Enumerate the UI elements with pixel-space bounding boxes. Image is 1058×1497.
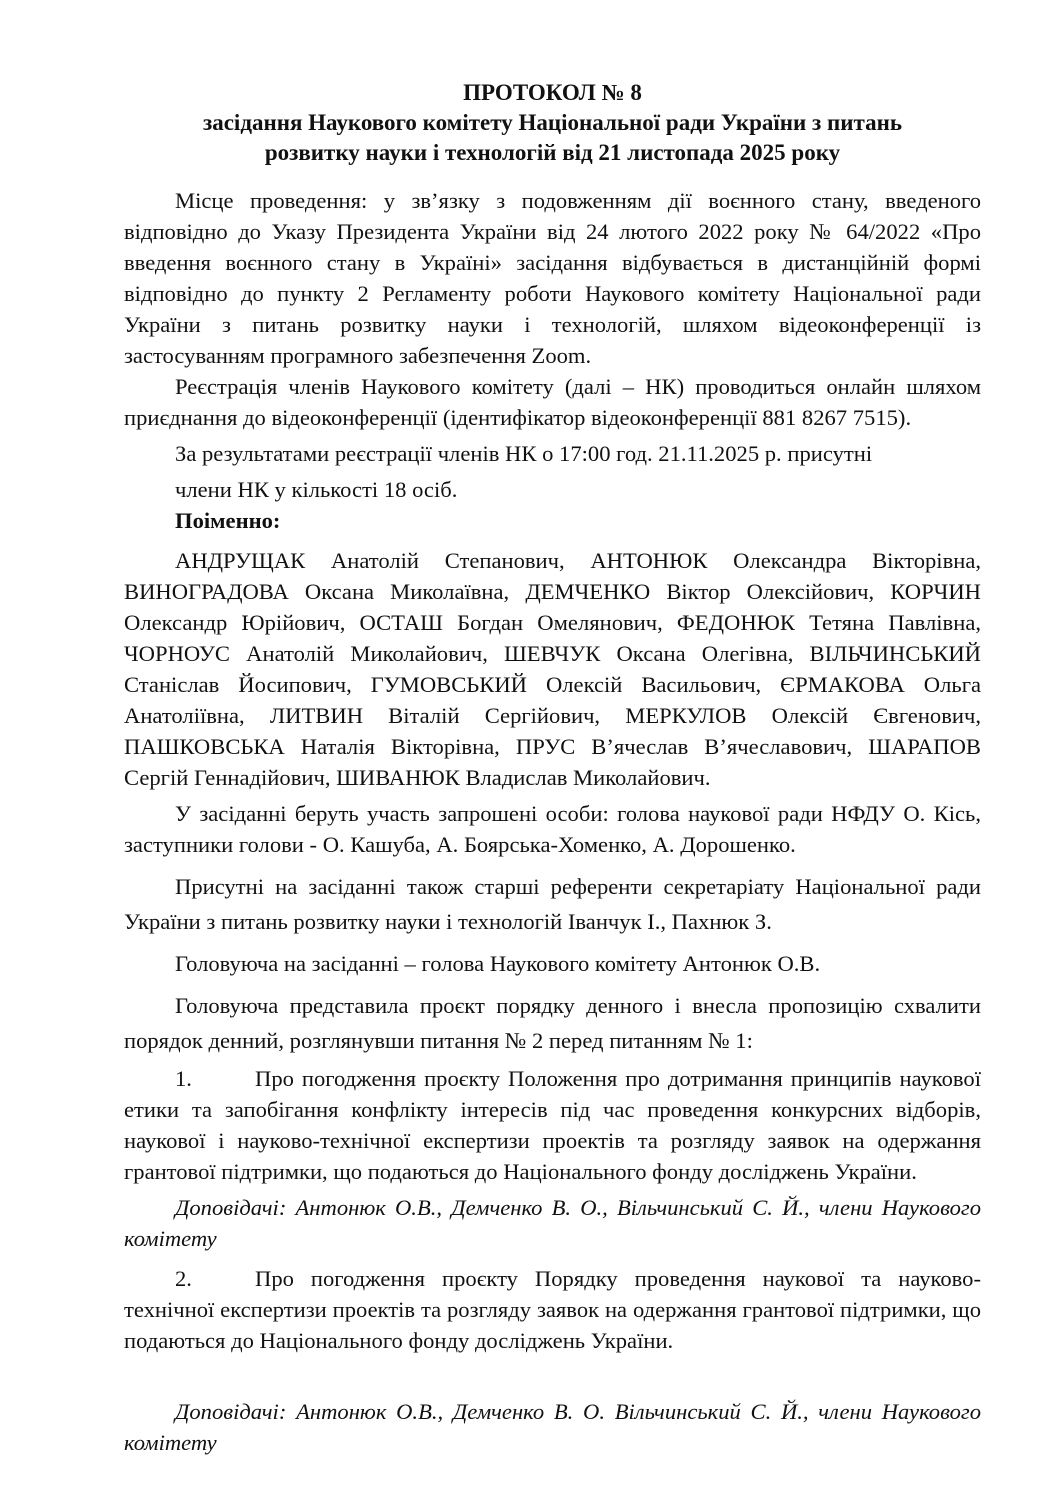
protocol-title: ПРОТОКОЛ № 8 xyxy=(463,80,642,105)
by-name-label: Поіменно: xyxy=(175,508,281,533)
protocol-subtitle-line2: розвитку науки і технологій від 21 листопада 2025 року xyxy=(264,140,841,165)
results-line-2: члени НК у кількості 18 осіб. xyxy=(175,477,458,502)
agenda-item-2-text: Про погодження проєкту Порядку проведення наукової та науково-технічної експертизи проектів та розгляду заявок на одержання грантової підтримки, що подаються до Національного фонду досліджень України. xyxy=(124,1266,981,1353)
agenda-item-1-text: Про погодження проєкту Положення про дотримання принципів наукової етики та запобігання конфлікту інтересів під час проведення конкурсних відборів, наукової і науково-технічної експертизи проектів та розгляду заявок на одержання грантової підтримки, що подаються до Національного фонду досліджень України. xyxy=(124,1066,981,1184)
agenda-item-2-speakers: Доповідачі: Антонюк О.В., Демченко В. О. Вільчинський С. Й., члени Наукового комітету xyxy=(124,1399,981,1455)
chair-paragraph: Головуюча на засіданні – голова Наукового комітету Антонюк О.В. xyxy=(175,951,821,976)
invited-paragraph: У засіданні беруть участь запрошені особи: голова наукової ради НФДУ О. Кісь, заступники голови - О. Кашуба, А. Боярська-Хоменко, А. Дорошенко. xyxy=(124,801,981,857)
results-line-1: За результатами реєстрації членів НК о 17:00 год. 21.11.2025 р. присутні xyxy=(175,441,873,466)
document-page xyxy=(124,78,981,1458)
members-list: АНДРУЩАК Анатолій Степанович, АНТОНЮК Олександра Вікторівна, ВИНОГРАДОВА Оксана Миколаївна, ДЕМЧЕНКО Віктор Олексійович, КОРЧИН Олександр Юрійович, ОСТАШ Богдан Омелянович, ФЕДОНЮК Тетяна Павлівна, ЧОРНОУС Анатолій Миколайович, ШЕВЧУК Оксана Олегівна, ВІЛЬЧИНСЬКИЙ Станіслав Йосипович, ГУМОВСЬКИЙ Олексій Васильович, ЄРМАКОВА Ольга Анатоліївна, ЛИТВИН Віталій Сергійович, МЕРКУЛОВ Олексій Євгенович, ПАШКОВСЬКА Наталія Вікторівна, ПРУС В’ячеслав В’ячеславович, ШАРАПОВ Сергій Геннадійович, ШИВАНЮК Владислав Миколайович. xyxy=(124,548,981,790)
blank-line xyxy=(124,1356,981,1387)
agenda-intro-paragraph: Головуюча представила проєкт порядку денного і внесла пропозицію схвалити порядок денний, розглянувши питання № 2 перед питанням № 1: xyxy=(124,993,981,1053)
agenda-item-1-number: 1. xyxy=(175,1066,192,1091)
referents-paragraph: Присутні на засіданні також старші референти секретаріату Національної ради України з питань розвитку науки і технологій Іванчук І., Пахнюк З. xyxy=(124,874,981,934)
venue-paragraph: Місце проведення: у зв’язку з подовженням дії воєнного стану, введеного відповідно до Указу Президента України від 24 лютого 2022 року № 64/2022 «Про введення воєнного стану в Україні» засідання відбувається в дистанційній формі відповідно до пункту 2 Регламенту роботи Наукового комітету Національної ради України з питань розвитку науки і технологій, шляхом відеоконференції із застосуванням програмного забезпечення Zoom. xyxy=(124,188,981,368)
agenda-item-2-number: 2. xyxy=(175,1266,192,1291)
document-header xyxy=(124,78,981,168)
agenda-item-1-speakers: Доповідачі: Антонюк О.В., Демченко В. О., Вільчинський С. Й., члени Наукового комітету xyxy=(124,1195,981,1251)
agenda-item-2 xyxy=(124,1263,981,1356)
registration-paragraph: Реєстрація членів Наукового комітету (далі – НК) проводиться онлайн шляхом приєднання до відеоконференції (ідентифікатор відеоконференції 881 8267 7515). xyxy=(124,374,981,430)
protocol-subtitle-line1: засідання Наукового комітету Національної ради України з питань xyxy=(202,110,903,135)
agenda-item-1 xyxy=(124,1063,981,1187)
